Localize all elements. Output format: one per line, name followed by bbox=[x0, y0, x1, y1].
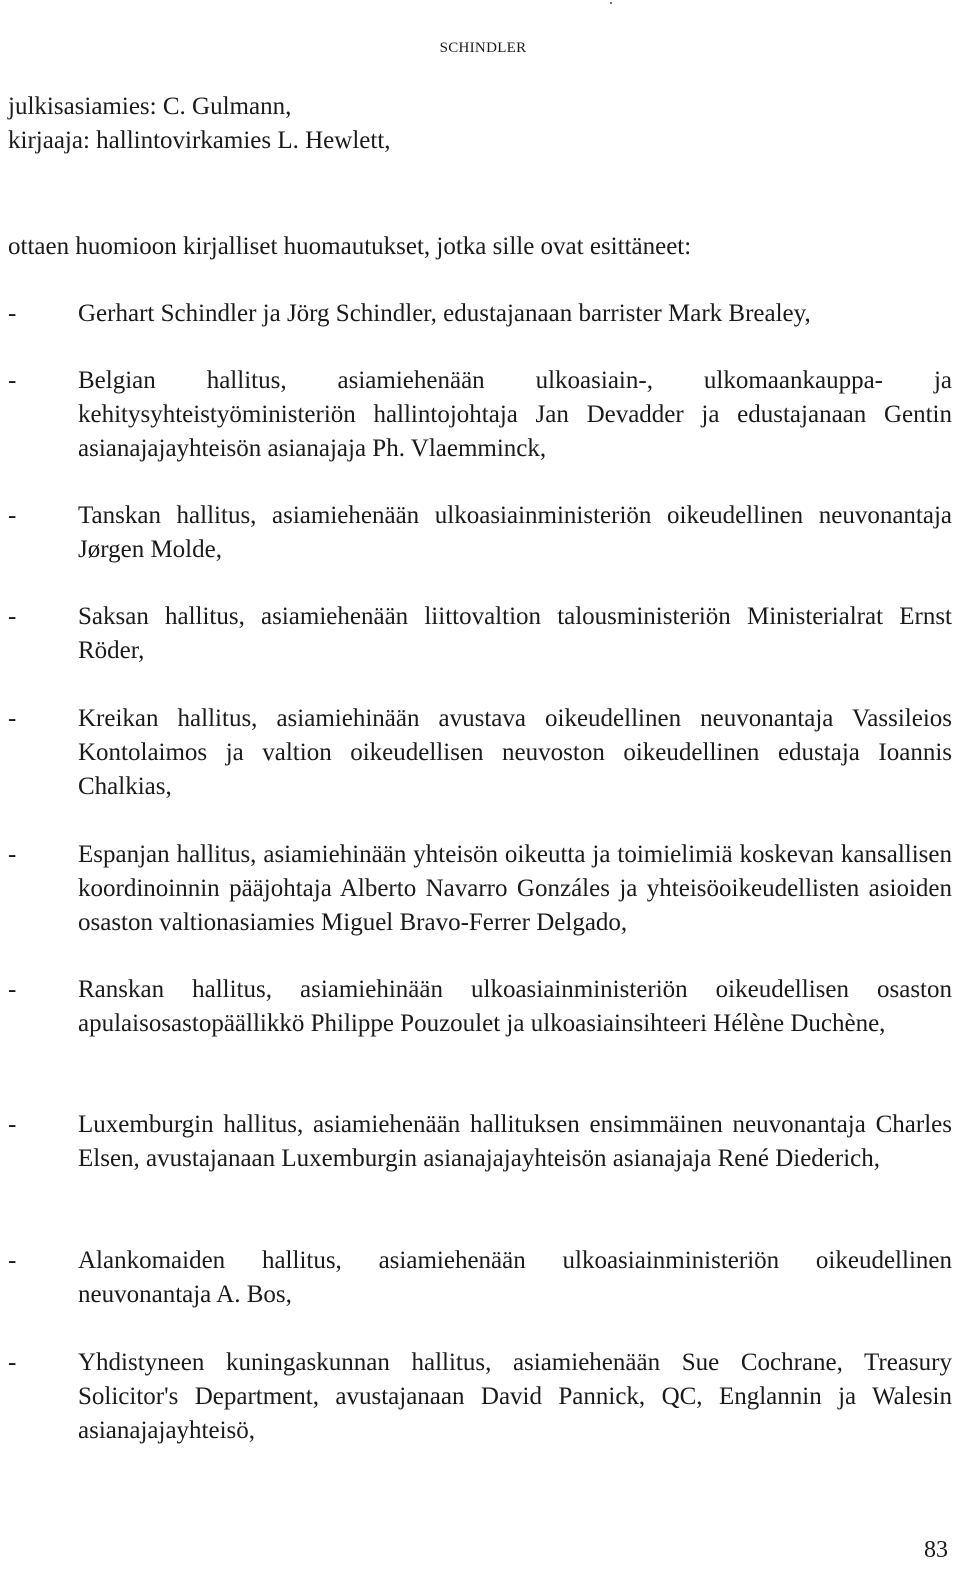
list-item-text: Yhdistyneen kuningaskunnan hallitus, asiamiehenään Sue Cochrane, Treasury Solicitor's Department, avustajanaan David Pannick, QC, Englannin ja Walesin asianajajayhteisö, bbox=[78, 1349, 952, 1444]
list-item-spain bbox=[8, 838, 952, 940]
stray-mark bbox=[610, 2, 612, 4]
list-item-text: Gerhart Schindler ja Jörg Schindler, edustajanaan barrister Mark Brealey, bbox=[78, 300, 811, 327]
list-item-france bbox=[8, 973, 952, 1041]
list-item-text: Tanskan hallitus, asiamiehenään ulkoasiainministeriön oikeudellinen neuvonantaja Jørgen Molde, bbox=[78, 502, 952, 563]
running-head bbox=[0, 40, 960, 57]
list-item-united-kingdom bbox=[8, 1346, 952, 1448]
list-dash: - bbox=[8, 976, 17, 1003]
header-line-advocate-general: julkisasiamies: C. Gulmann, bbox=[8, 93, 292, 120]
page-number: 83 bbox=[924, 1537, 948, 1563]
list-item-text: Ranskan hallitus, asiamiehinään ulkoasiainministeriön oikeudellisen osaston apulaisosastopäällikkö Philippe Pouzoulet ja ulkoasiainsihteeri Hélène Duchène, bbox=[78, 976, 952, 1037]
list-item-belgium bbox=[8, 364, 952, 466]
list-item-schindler bbox=[8, 297, 952, 331]
list-dash: - bbox=[8, 603, 17, 630]
list-dash: - bbox=[8, 367, 17, 394]
list-item-germany bbox=[8, 600, 952, 668]
list-dash: - bbox=[8, 300, 17, 327]
intro-paragraph: ottaen huomioon kirjalliset huomautukset, jotka sille ovat esittäneet: bbox=[8, 233, 692, 260]
list-item-text: Kreikan hallitus, asiamiehinään avustava oikeudellinen neuvonantaja Vassileios Kontolaimos ja valtion oikeudellisen neuvoston oikeudellinen edustaja Ioannis Chalkias, bbox=[78, 705, 952, 800]
list-item-denmark bbox=[8, 499, 952, 567]
list-dash: - bbox=[8, 705, 17, 732]
list-dash: - bbox=[8, 1111, 17, 1138]
list-item-netherlands bbox=[8, 1244, 952, 1312]
list-dash: - bbox=[8, 1247, 17, 1274]
list-dash: - bbox=[8, 502, 17, 529]
list-dash: - bbox=[8, 1349, 17, 1376]
list-item-text: Alankomaiden hallitus, asiamiehenään ulkoasiainministeriön oikeudellinen neuvonantaja A. Bos, bbox=[78, 1247, 952, 1308]
header-line-registrar: kirjaaja: hallintovirkamies L. Hewlett, bbox=[8, 127, 391, 154]
list-item-luxembourg bbox=[8, 1108, 952, 1176]
list-item-text: Espanjan hallitus, asiamiehinään yhteisön oikeutta ja toimielimiä koskevan kansallisen koordinoinnin pääjohtaja Alberto Navarro Gonzáles ja yhteisöoikeudellisten asioiden osaston valtionasiamies Miguel Bravo-Ferrer Delgado, bbox=[78, 841, 952, 936]
list-dash: - bbox=[8, 841, 17, 868]
running-head-text: SCHINDLER bbox=[439, 40, 527, 56]
list-item-text: Luxemburgin hallitus, asiamiehenään hallituksen ensimmäinen neuvonantaja Charles Elsen, avustajanaan Luxemburgin asianajajayhteisön asianajaja René Diederich, bbox=[78, 1111, 952, 1172]
list-item-text: Belgian hallitus, asiamiehenään ulkoasiain-, ulkomaankauppa- ja kehitysyhteistyöministeriön hallintojohtaja Jan Devadder ja edustajanaan Gentin asianajajayhteisön asianajaja Ph. Vlaemminck, bbox=[78, 367, 952, 462]
list-item-text: Saksan hallitus, asiamiehenään liittovaltion talousministeriön Ministerialrat Ernst Röder, bbox=[78, 603, 952, 664]
list-item-greece bbox=[8, 702, 952, 804]
